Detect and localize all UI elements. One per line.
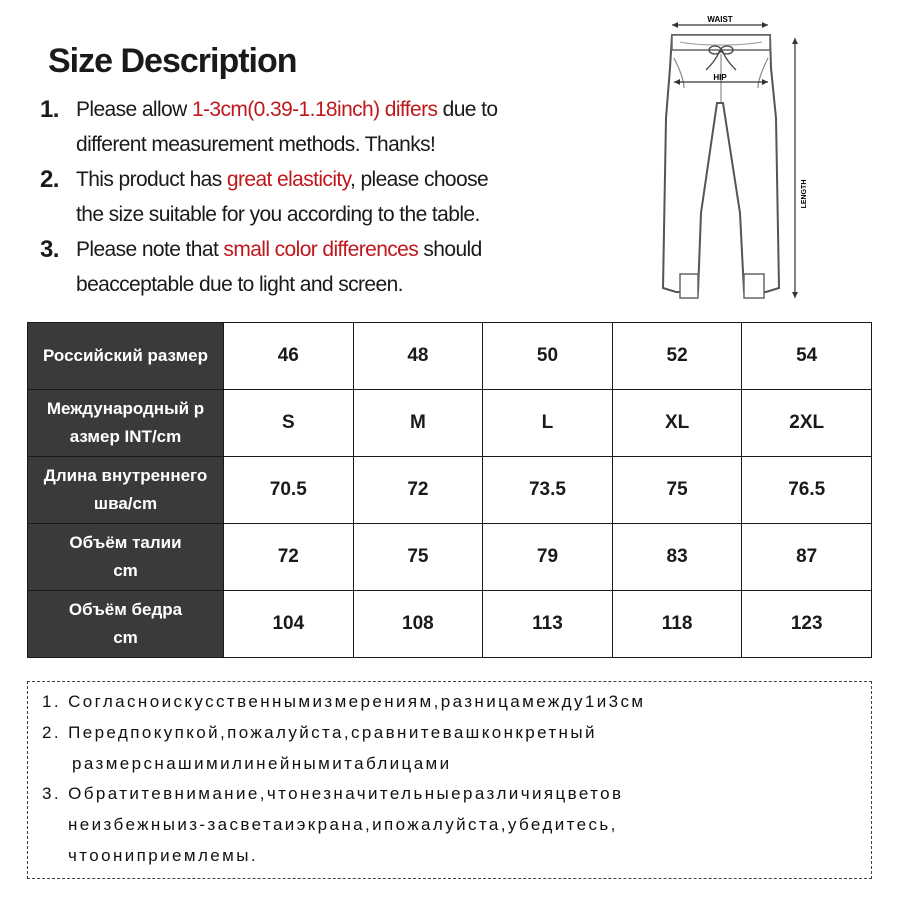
table-row <box>28 457 872 524</box>
size-table <box>27 322 872 658</box>
table-cell: M <box>353 390 483 457</box>
note-text: due to <box>437 98 498 121</box>
table-cell: 108 <box>353 591 483 658</box>
row-header: Объём бедра cm <box>28 591 224 658</box>
russian-note-line: 2. Передпокупкой,пожалуйста,сравнитевашконкретный <box>42 723 597 742</box>
note-1 <box>40 92 600 162</box>
note-number: 3. <box>40 236 59 263</box>
row-header: Российский размер <box>28 323 224 390</box>
russian-note-line: 3. Обратитевнимание,чтонезначительныеразличияцветов <box>42 784 624 803</box>
note-highlight: great elasticity <box>226 168 350 191</box>
russian-note-line: 1. Согласноискусственнымизмерениям,разницамежду1и3см <box>42 692 646 711</box>
russian-notes-box <box>27 681 872 879</box>
table-cell: 73.5 <box>483 457 613 524</box>
note-text: different measurement methods. Thanks! <box>76 133 436 156</box>
table-cell: 54 <box>742 323 872 390</box>
hip-label: HIP <box>713 73 727 82</box>
table-cell: 83 <box>612 524 742 591</box>
table-cell: 113 <box>483 591 613 658</box>
table-row <box>28 323 872 390</box>
table-cell: 76.5 <box>742 457 872 524</box>
notes-list <box>40 92 600 302</box>
table-cell: 123 <box>742 591 872 658</box>
note-number: 1. <box>40 96 59 123</box>
table-cell: 79 <box>483 524 613 591</box>
note-2 <box>40 162 600 232</box>
russian-note-line: чтоониприемлемы. <box>68 846 258 865</box>
table-row <box>28 390 872 457</box>
waist-label: WAIST <box>707 15 733 24</box>
note-highlight: 1-3cm(0.39-1.18inch) differs <box>191 98 438 121</box>
note-text: should <box>418 238 482 261</box>
table-cell: 52 <box>612 323 742 390</box>
table-cell: 104 <box>224 591 354 658</box>
row-header: Объём талии cm <box>28 524 224 591</box>
length-label: LENGTH <box>801 179 808 209</box>
table-cell: 118 <box>612 591 742 658</box>
note-text: Please note that <box>76 238 224 261</box>
table-cell: 46 <box>224 323 354 390</box>
note-text: This product has <box>76 168 227 191</box>
table-cell: 72 <box>353 457 483 524</box>
note-text: Please allow <box>76 98 192 121</box>
pants-diagram <box>640 8 840 308</box>
table-cell: XL <box>612 390 742 457</box>
table-cell: S <box>224 390 354 457</box>
note-3 <box>40 232 600 302</box>
table-cell: 75 <box>612 457 742 524</box>
russian-note-line: неизбежныиз-засветаиэкрана,ипожалуйста,убедитесь, <box>68 815 618 834</box>
table-cell: 70.5 <box>224 457 354 524</box>
table-cell: 87 <box>742 524 872 591</box>
table-cell: 75 <box>353 524 483 591</box>
row-header: Международный р азмер INT/cm <box>28 390 224 457</box>
note-text: the size suitable for you according to the table. <box>76 203 480 226</box>
table-row <box>28 524 872 591</box>
table-cell: 72 <box>224 524 354 591</box>
note-text: , please choose <box>349 168 489 191</box>
table-cell: 2XL <box>742 390 872 457</box>
row-header: Длина внутреннего шва/cm <box>28 457 224 524</box>
note-text: beacceptable due to light and screen. <box>76 273 403 296</box>
table-cell: 50 <box>483 323 613 390</box>
table-row <box>28 591 872 658</box>
note-highlight: small color differences <box>223 238 419 261</box>
table-cell: L <box>483 390 613 457</box>
table-cell: 48 <box>353 323 483 390</box>
page-title: Size Description <box>48 42 297 80</box>
russian-note-line: размерснашимилинейнымитаблицами <box>72 754 452 773</box>
note-number: 2. <box>40 166 59 193</box>
